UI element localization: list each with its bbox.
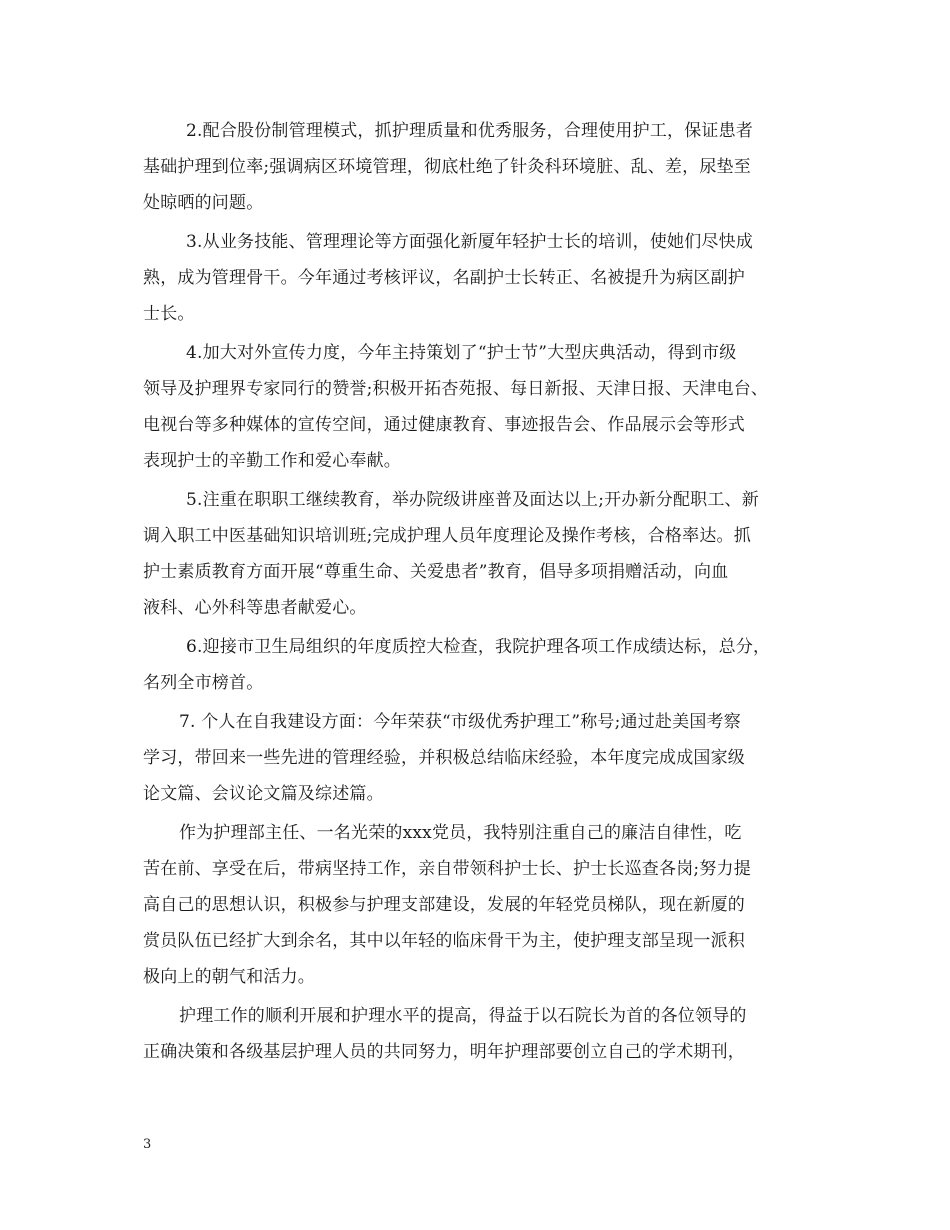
paragraph-item-7 bbox=[143, 704, 823, 812]
text-line: 护理工作的顺利开展和护理水平的提高，得益于以石院长为首的各位领导的 bbox=[179, 1006, 747, 1026]
text-line: 苦在前、享受在后，带病坚持工作，亲自带领科护士长、护士长巡查各岗;努力提 bbox=[143, 859, 751, 879]
text-line: 电视台等多种媒体的宣传空间，通过健康教育、事迹报告会、作品展示会等形式 bbox=[143, 415, 745, 435]
text-line: 3.从业务技能、管理理论等方面强化新厦年轻护士长的培训，使她们尽快成 bbox=[186, 232, 754, 252]
text-line: 学习，带回来一些先进的管理经验，并积极总结临床经验，本年度完成成国家级 bbox=[143, 748, 745, 768]
text-line: 表现护士的辛勤工作和爱心奉献。 bbox=[143, 451, 401, 471]
paragraph-closing bbox=[143, 998, 823, 1070]
text-line: 基础护理到位率;强调病区环境管理，彻底杜绝了针灸科环境脏、乱、差，尿垫至 bbox=[143, 157, 751, 177]
text-line: 论文篇、会议论文篇及综述篇。 bbox=[143, 784, 384, 804]
text-line: 6.迎接市卫生局组织的年度质控大检查，我院护理各项工作成绩达标，总分， bbox=[186, 637, 771, 657]
text-line: 名列全市榜首。 bbox=[143, 673, 264, 693]
text-line: 领导及护理界专家同行的赞誉;积极开拓杏苑报、每日新报、天津日报、天津电台、 bbox=[143, 379, 769, 399]
text-line: 极向上的朝气和活力。 bbox=[143, 967, 315, 987]
text-line: 液科、心外科等患者献爱心。 bbox=[143, 598, 367, 618]
text-line: 赏员队伍已经扩大到余名，其中以年轻的临床骨干为主，使护理支部呈现一派积 bbox=[143, 931, 745, 951]
text-line: 7. 个人在自我建设方面：今年荣获“市级优秀护理工”称号;通过赴美国考察 bbox=[179, 712, 741, 732]
text-line: 士长。 bbox=[143, 304, 195, 324]
paragraph-item-6 bbox=[143, 629, 823, 701]
text-line: 护士素质教育方面开展“尊重生命、关爱患者”教育，倡导多项捐赠活动，向血 bbox=[143, 562, 729, 582]
text-line: 熟，成为管理骨干。今年通过考核评议，名副护士长转正、名被提升为病区副护 bbox=[143, 268, 745, 288]
text-line: 2.配合股份制管理模式，抓护理质量和优秀服务，合理使用护工，保证患者 bbox=[186, 121, 754, 141]
document-body bbox=[143, 113, 823, 1070]
paragraph-item-2 bbox=[143, 113, 823, 221]
text-line: 4.加大对外宣传力度，今年主持策划了“护士节”大型庆典活动，得到市级 bbox=[186, 343, 737, 363]
text-line: 正确决策和各级基层护理人员的共同努力，明年护理部要创立自己的学术期刊， bbox=[143, 1042, 745, 1062]
text-line: 处晾晒的问题。 bbox=[143, 193, 264, 213]
paragraph-item-4 bbox=[143, 335, 823, 479]
text-line: 5.注重在职职工继续教育，举办院级讲座普及面达以上;开办新分配职工、新 bbox=[186, 490, 759, 510]
text-line: 调入职工中医基础知识培训班;完成护理人员年度理论及操作考核，合格率达。抓 bbox=[143, 526, 751, 546]
text-line: 作为护理部主任、一名光荣的xxx党员，我特别注重自己的廉洁自律性，吃 bbox=[179, 823, 742, 843]
paragraph-item-5 bbox=[143, 482, 823, 626]
text-line: 高自己的思想认识，积极参与护理支部建设，发展的年轻党员梯队，现在新厦的 bbox=[143, 895, 745, 915]
page-number: 3 bbox=[143, 1137, 152, 1152]
paragraph-item-3 bbox=[143, 224, 823, 332]
paragraph-party-member bbox=[143, 815, 823, 995]
